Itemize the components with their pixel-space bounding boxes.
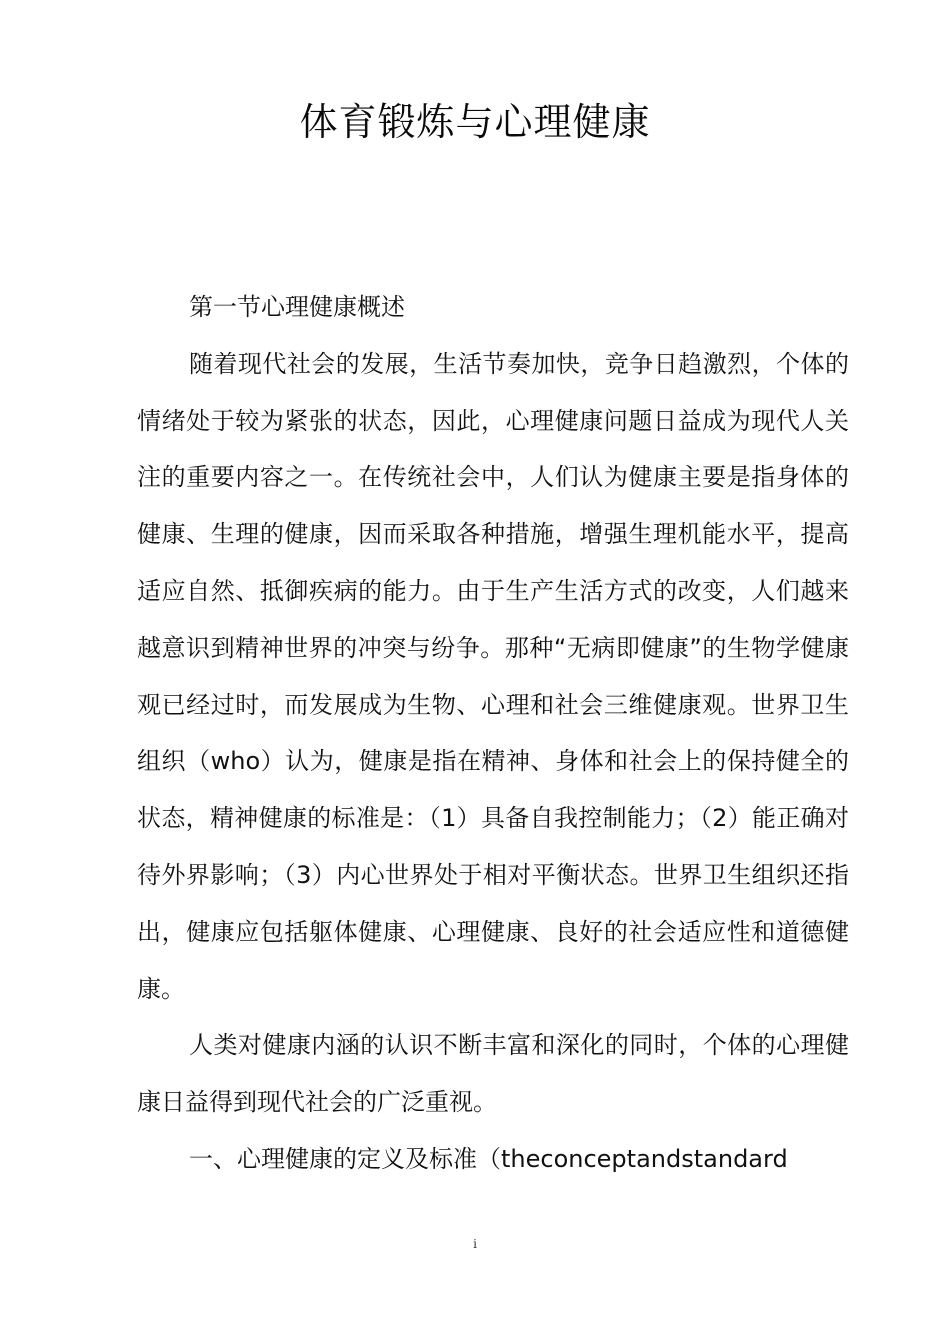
document-title: 体育锻炼与心理健康 [299, 100, 651, 144]
subsection-heading: 一、心理健康的定义及标准（theconceptandstandard [189, 1144, 788, 1173]
body-paragraph: 随着现代社会的发展，生活节奏加快，竞争日趋激烈，个体的情绪处于较为紧张的状态，因此，心理健康问题日益成为现代人关注的重要内容之一。在传统社会中，人们认为健康主要是指身体的健康、生理的健康，因而采取各种措施，增强生理机能水平，提高适应自然、抵御疾病的能力。由于生产生活方式的改变，人们越来越意识到精神世界的冲突与纷争。那种“无病即健康”的生物学健康观已经过时，而发展成为生物、心理和社会三维健康观。世界卫生组织（who）认为，健康是指在精神、身体和社会上的保持健全的状态，精神健康的标准是：（1）具备自我控制能力；（2）能正确对待外界影响；（3）内心世界处于相对平衡状态。世界卫生组织还指出，健康应包括躯体健康、心理健康、良好的社会适应性和道德健康。 [137, 349, 849, 1003]
document-body [137, 279, 849, 1188]
page-number: i [473, 1237, 477, 1251]
section-heading: 第一节心理健康概述 [189, 293, 405, 321]
body-paragraph: 人类对健康内涵的认识不断丰富和深化的同时，个体的心理健康日益得到现代社会的广泛重视。 [137, 1031, 849, 1117]
